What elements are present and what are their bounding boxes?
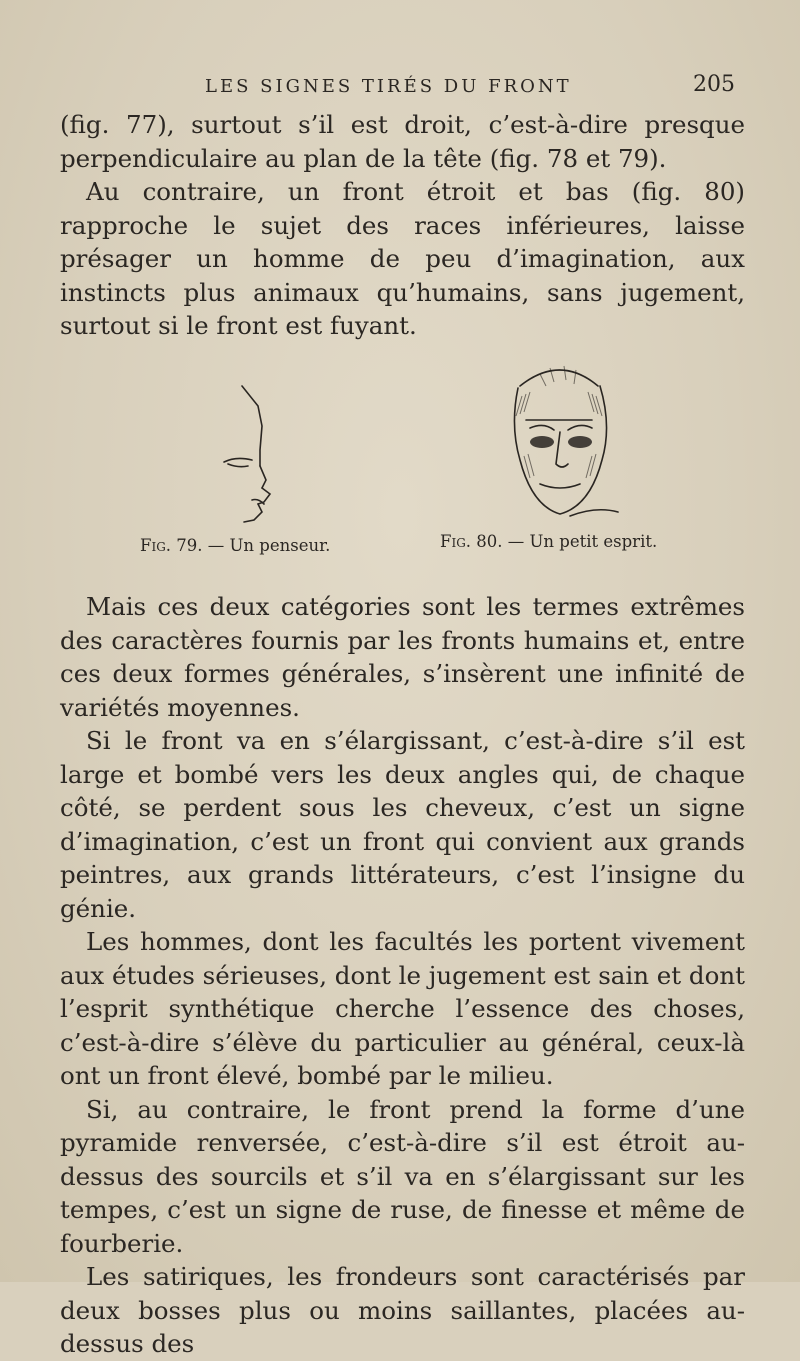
paragraph: Si le front va en s’élargissant, c’est-à-dire s’il est large et bombé vers les deux angles qui, de chaque côté, se perdent sous les cheveux, c’est un signe d’imagination, c’est un front qui convient aux grands peintres, aux grands littérateurs, c’est l’insigne du génie.	[60, 726, 745, 923]
figure-79-label: Fig. 79.	[140, 536, 203, 555]
figure-80-text: — Un petit esprit.	[502, 532, 658, 551]
paragraph: Au contraire, un front étroit et bas (fig. 80) rapproche le sujet des races inférieures, laisse présager un homme de peu d’imagination, aux instincts plus animaux qu’humains, sans jugement, surtout si le front est fuyant.	[60, 177, 745, 340]
page-header	[205, 72, 735, 106]
figure-79	[140, 380, 360, 560]
figure-80-label: Fig. 80.	[440, 532, 503, 551]
page-number: 205	[693, 72, 735, 97]
text-block-bottom	[60, 590, 745, 1361]
figure-80-caption	[440, 532, 657, 551]
face-sketch-illustration	[480, 356, 640, 526]
figure-79-text: — Un penseur.	[202, 536, 331, 555]
figure-79-caption	[140, 536, 330, 555]
paragraph: Mais ces deux catégories sont les termes extrêmes des caractères fournis par les fronts humains et, entre ces deux formes générales, s’insèrent une infinité de variétés moyennes.	[60, 592, 745, 722]
paragraph: Si, au contraire, le front prend la forme d’une pyramide renversée, c’est-à-dire s’il est étroit au-dessus des sourcils et s’il va en s’élargissant sur les tempes, c’est un signe de ruse, de finesse et même de fourberie.	[60, 1094, 745, 1258]
paragraph: Les hommes, dont les facultés les portent vivement aux études sérieuses, dont le jugement est sain et dont l’esprit synthétique cherche l’essence des choses, c’est-à-dire s’élève du particulier au général, ceux-là ont un front élevé, bombé par le milieu.	[60, 927, 745, 1090]
running-title: LES SIGNES TIRÉS DU FRONT	[205, 76, 572, 97]
paragraph: Les satiriques, les frondeurs sont caractérisés par deux bosses plus ou moins saillantes, placées au-dessus des	[60, 1262, 745, 1358]
figure-80	[430, 356, 680, 561]
text-block-top	[60, 108, 745, 343]
profile-sketch-illustration	[200, 380, 340, 530]
paragraph: (fig. 77), surtout s’il est droit, c’est-à-dire presque perpendiculaire au plan de la tête (fig. 78 et 79).	[60, 110, 745, 173]
